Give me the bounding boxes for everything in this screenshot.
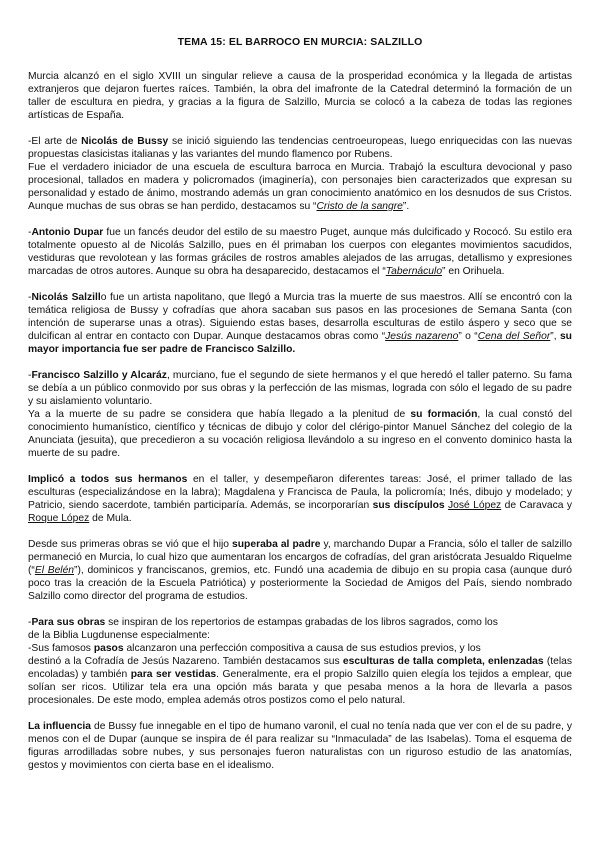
francisco-name: Francisco Salzillo y Alcaráz xyxy=(31,370,167,381)
siblings-text-2: de Caravaca y xyxy=(501,500,572,511)
dupar-prefix: - xyxy=(28,227,32,238)
early-paragraph xyxy=(28,538,572,603)
dupar-paragraph xyxy=(28,226,572,278)
nicolas-text-2: ”, xyxy=(550,331,560,342)
francisco-bold: su formación xyxy=(410,409,478,420)
works-bold-2: pasos xyxy=(93,643,124,654)
francisco-text-3: , la cual constó del conocimiento humanístico, científico y técnicas de dibujo y color del clérigo-pintor Manuel Sánchez del colegio de la Anunciata (jesuita), que precedieron a su vocación religiosa llevándolo a su ingreso en el convento dominico hasta la muerte de su padre. xyxy=(28,409,573,459)
works-text-4: destinó a la Cofradía de Jesús Nazareno. También destacamos sus xyxy=(28,656,343,667)
early-work: El Belén xyxy=(34,565,75,576)
dupar-name: Antonio Dupar xyxy=(31,227,104,238)
nicolas-work-1: Jesús nazareno xyxy=(385,331,459,342)
dupar-end: ” en Orihuela. xyxy=(442,266,505,277)
bussy-paragraph xyxy=(28,135,572,161)
influence-paragraph xyxy=(28,720,572,772)
siblings-bold-2: sus discípulos xyxy=(372,500,445,511)
nicolas-bold-end: su mayor importancia fue ser padre de Francisco Salzillo. xyxy=(28,331,572,355)
works-paragraph xyxy=(28,655,572,707)
works-bold-4: para ser vestidas xyxy=(130,669,217,680)
works-bold-3: esculturas de talla completa, enlenzadas xyxy=(342,656,544,667)
works-text-5: (telas encoladas) y también xyxy=(28,656,572,680)
disciple-name-2: Roque López xyxy=(28,513,90,524)
nicolas-paragraph xyxy=(28,291,572,356)
works-prefix: - xyxy=(28,617,32,628)
works-line-2: de la Biblia Lugdunense especialmente: xyxy=(28,630,211,641)
early-bold: superaba al padre xyxy=(232,539,321,550)
siblings-text-3: de Mula. xyxy=(89,513,132,524)
early-text-2: y, marchando Dupar a Francia, sólo el taller de salzillo permaneció en Murcia, lo cual hizo que aumentaran los encargos de cofradías, del gran aristócrata Jesualdo Riquelme (“ xyxy=(28,539,572,576)
francisco-paragraph-2 xyxy=(28,408,572,460)
siblings-paragraph xyxy=(28,473,572,525)
intro-paragraph: Murcia alcanzó en el siglo XVIII un singular relieve a causa de la prosperidad económica y la llegada de artistas extranjeros que dejaron fuertes raíces. También, la obra del imafronte de la Catedral determinó la formación de un taller de escultura en piedra, y gracias a la figura de Salzillo, Murcia se colocó a la cabeza de todas las regiones artísticas de España. xyxy=(28,71,572,121)
francisco-text-1: , murciano, fue el segundo de siete hermanos y el que heredó el taller paterno. Su fama se debía a un público conmovido por sus obras y la perfección de las mismas, lograda con sólo el legado de su padre y su aislamiento voluntario. xyxy=(28,370,572,407)
works-line-3 xyxy=(28,642,572,655)
bussy-text-2: Fue el verdadero iniciador de una escuela de escultura barroca en Murcia. Trabajó la escultura devocional y paso procesional, tallados en madera y policromados (imaginería), con personajes bien caracterizados que expresan su personalidad y estado de ánimo, mostrando además un gran conocimiento anatómico en los desnudos de sus Cristos. Aunque muchas de sus obras se han perdido, destacamos su “ xyxy=(28,162,572,212)
works-line-1 xyxy=(28,616,572,629)
dupar-work: Tabernáculo xyxy=(385,266,443,277)
francisco-text-2: Ya a la muerte de su padre se considera que había llegado a la plenitud de xyxy=(28,409,411,420)
francisco-prefix: - xyxy=(28,370,32,381)
nicolas-prefix: - xyxy=(28,292,32,303)
bussy-name: Nicolás de Bussy xyxy=(81,136,169,147)
bussy-end: ”. xyxy=(402,201,410,212)
bussy-text-1: se inició siguiendo las tendencias centroeuropeas, luego enriquecidas con las nuevas propuestas clasicistas italianas y las variantes del mundo flamenco por Rubens. xyxy=(28,136,572,160)
document-body xyxy=(28,70,572,785)
bussy-prefix: -El arte de xyxy=(28,136,82,147)
early-text-1: Desde sus primeras obras se vió que el hijo xyxy=(28,539,233,550)
works-bold: Para sus obras xyxy=(31,617,106,628)
works-text-6: . Generalmente, era el propio Salzillo quien elegía los tejidos a emplear, que solían ser ricos. Utilizar tela era una opción más barata y que pesaba menos a la hora de llevarla a pasos procesionales. De este modo, emplea además otros postizos como el pelo natural. xyxy=(28,669,572,706)
bussy-paragraph-2 xyxy=(28,161,572,213)
early-text-3: ”), dominicos y franciscanos, gremios, etc. Fundó una academia de dibujo en su propia casa (aunque duró poco tras la creación de la Escuela Patriótica) y posteriormente la Sociedad de Amigos del País, siendo nombrado Salzillo como director del programa de estudios. xyxy=(28,565,572,602)
siblings-text-1: en el taller, y desempeñaron diferentes tareas: José, el primer tallado de las esculturas (especializándose en la labra); Magdalena y Francisca de Paula, la policromía; Inés, dibujo y modelado; y Patricio, siendo sacerdote, también participaría. Además, se incorporarían xyxy=(28,474,572,511)
page-title: TEMA 15: EL BARROCO EN MURCIA: SALZILLO xyxy=(177,36,423,48)
nicolas-name: Nicolás Salzill xyxy=(31,292,101,303)
francisco-paragraph xyxy=(28,369,572,408)
works-text-3a: -Sus famosos xyxy=(28,643,94,654)
nicolas-work-2: Cena del Señor xyxy=(477,331,551,342)
bussy-work: Cristo de la sangre xyxy=(316,201,403,212)
works-text-3b: alcanzaron una perfección compositiva a causa de sus estudios previos, y los xyxy=(123,643,481,654)
nicolas-text-1: o fue un artista napolitano, que llegó a Murcia tras la muerte de sus maestros. Allí se encontró con la temática religiosa de Bussy y cofradías que ahora sacaban sus pasos en las procesiones de Semana Santa (con intención de superarse unas a otras). Siguiendo estas bases, desarrolla esculturas de estilo áspero y seco que se dulcifican al entrar en contacto con Dupar. Aunque destacamos obras como “ xyxy=(28,292,572,342)
influence-text: de Bussy fue innegable en el tipo de humano varonil, el cual no tenía nada que ver con el de su padre, y menos con el de Dupar (aunque se inspira de él para realizar su “Inmaculada” de las Isabelas). Toma el esquema de figuras arrodilladas sobre nubes, y sus personajes fueron naturalistas con un riguroso estudio de las anatomías, gestos y movimientos con cierta base en el idealismo. xyxy=(28,721,572,771)
influence-bold: La influencia xyxy=(28,721,92,732)
siblings-bold: Implicó a todos sus hermanos xyxy=(28,474,188,485)
dupar-text: fue un fancés deudor del estilo de su maestro Puget, aunque más dulcificado y Rococó. Su estilo era totalmente opuesto al de Nicolás Salzillo, pues en él primaban los cuerpos con elegantes movimientos sacudidos, vestiduras que revolotean y las formas gráciles de rostros amables alejados de las arrugas, detallismo y expresiones marcadas de otros autores. Aunque su obra ha desaparecido, destacamos el “ xyxy=(28,227,572,277)
nicolas-mid: ” o “ xyxy=(458,331,478,342)
disciple-name-1: José López xyxy=(448,500,502,511)
works-text-1: se inspiran de los repertorios de estampas grabadas de los libros sagrados, como los xyxy=(105,617,498,628)
